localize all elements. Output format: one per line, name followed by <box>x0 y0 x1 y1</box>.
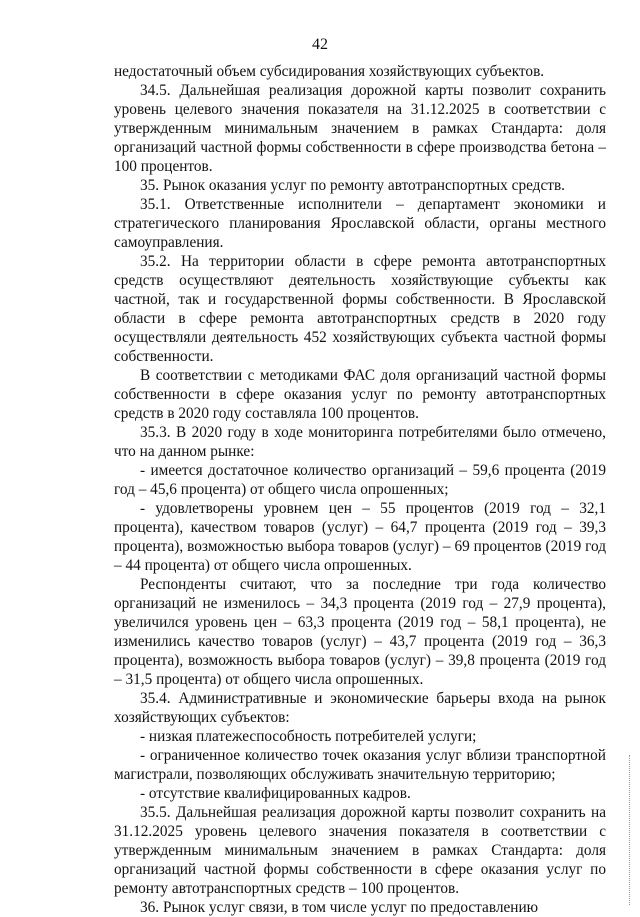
list-item: - ограниченное количество точек оказания услуг вблизи транспортной магистрали, позволяющих обслуживать значительную территорию; <box>114 747 606 783</box>
scan-edge-mark <box>629 755 636 905</box>
paragraph: 34.5. Дальнейшая реализация дорожной карты позволит сохранить уровень целевого значения показателя на 31.12.2025 в соответствии с утвержденным минимальным значением в рамках Стандарта: доля организаций частной формы собственности в сфере производства бетона – 100 процентов. <box>114 82 606 175</box>
section-heading: 35. Рынок оказания услуг по ремонту автотранспортных средств. <box>140 177 565 194</box>
paragraph: 35.1. Ответственные исполнители – департамент экономики и стратегического планирования Ярославской области, органы местного самоуправления. <box>114 196 606 251</box>
paragraph: В соответствии с методиками ФАС доля организаций частной формы собственности в сфере оказания услуг по ремонту автотранспортных средств в 2020 году составляла 100 процентов. <box>114 367 606 422</box>
paragraph: Респонденты считают, что за последние три года количество организаций не изменилось – 34,3 процента (2019 год – 27,9 процента), увеличился уровень цен – 63,3 процента (2019 год – 58,1 процента), не изменились качество товаров (услуг) – 43,7 процента (2019 год – 36,3 процента), возможность выбора товаров (услуг) – 39,8 процента (2019 год – 31,5 процента) от общего числа опрошенных. <box>114 576 606 688</box>
list-item: - отсутствие квалифицированных кадров. <box>140 785 411 802</box>
list-item: - удовлетворены уровнем цен – 55 процентов (2019 год – 32,1 процента), качеством товаров (услуг) – 64,7 процента (2019 год – 39,3 процента), возможностью выбора товаров (услуг) – 69 процентов (2019 год – 44 процента) от общего числа опрошенных. <box>114 500 606 574</box>
list-item: - низкая платежеспособность потребителей услуги; <box>140 728 477 745</box>
paragraph: 35.2. На территории области в сфере ремонта автотранспортных средств осуществляют деятельность хозяйствующие субъекты как частной, так и государственной формы собственности. В Ярославской области в сфере ремонта автотранспортных средств в 2020 году осуществляли деятельность 452 хозяйствующих субъекта частной формы собственности. <box>114 253 606 365</box>
paragraph: недостаточный объем субсидирования хозяйствующих субъектов. <box>114 63 545 80</box>
paragraph: 35.4. Административные и экономические барьеры входа на рынок хозяйствующих субъектов: <box>114 690 606 726</box>
list-item: - имеется достаточное количество организаций – 59,6 процента (2019 год – 45,6 процента) от общего числа опрошенных; <box>114 462 606 498</box>
paragraph: 35.5. Дальнейшая реализация дорожной карты позволит сохранить на 31.12.2025 уровень целевого значения показателя в соответствии с утвержденным минимальным значением в рамках Стандарта: доля организаций частной формы собственности в сфере оказания услуг по ремонту автотранспортных средств – 100 процентов. <box>114 804 606 897</box>
page-number: 42 <box>312 36 328 53</box>
section-heading: 36. Рынок услуг связи, в том числе услуг по предоставлению <box>140 899 539 916</box>
paragraph: 35.3. В 2020 году в ходе мониторинга потребителями было отмечено, что на данном рынке: <box>114 424 606 460</box>
document-body <box>114 62 606 917</box>
